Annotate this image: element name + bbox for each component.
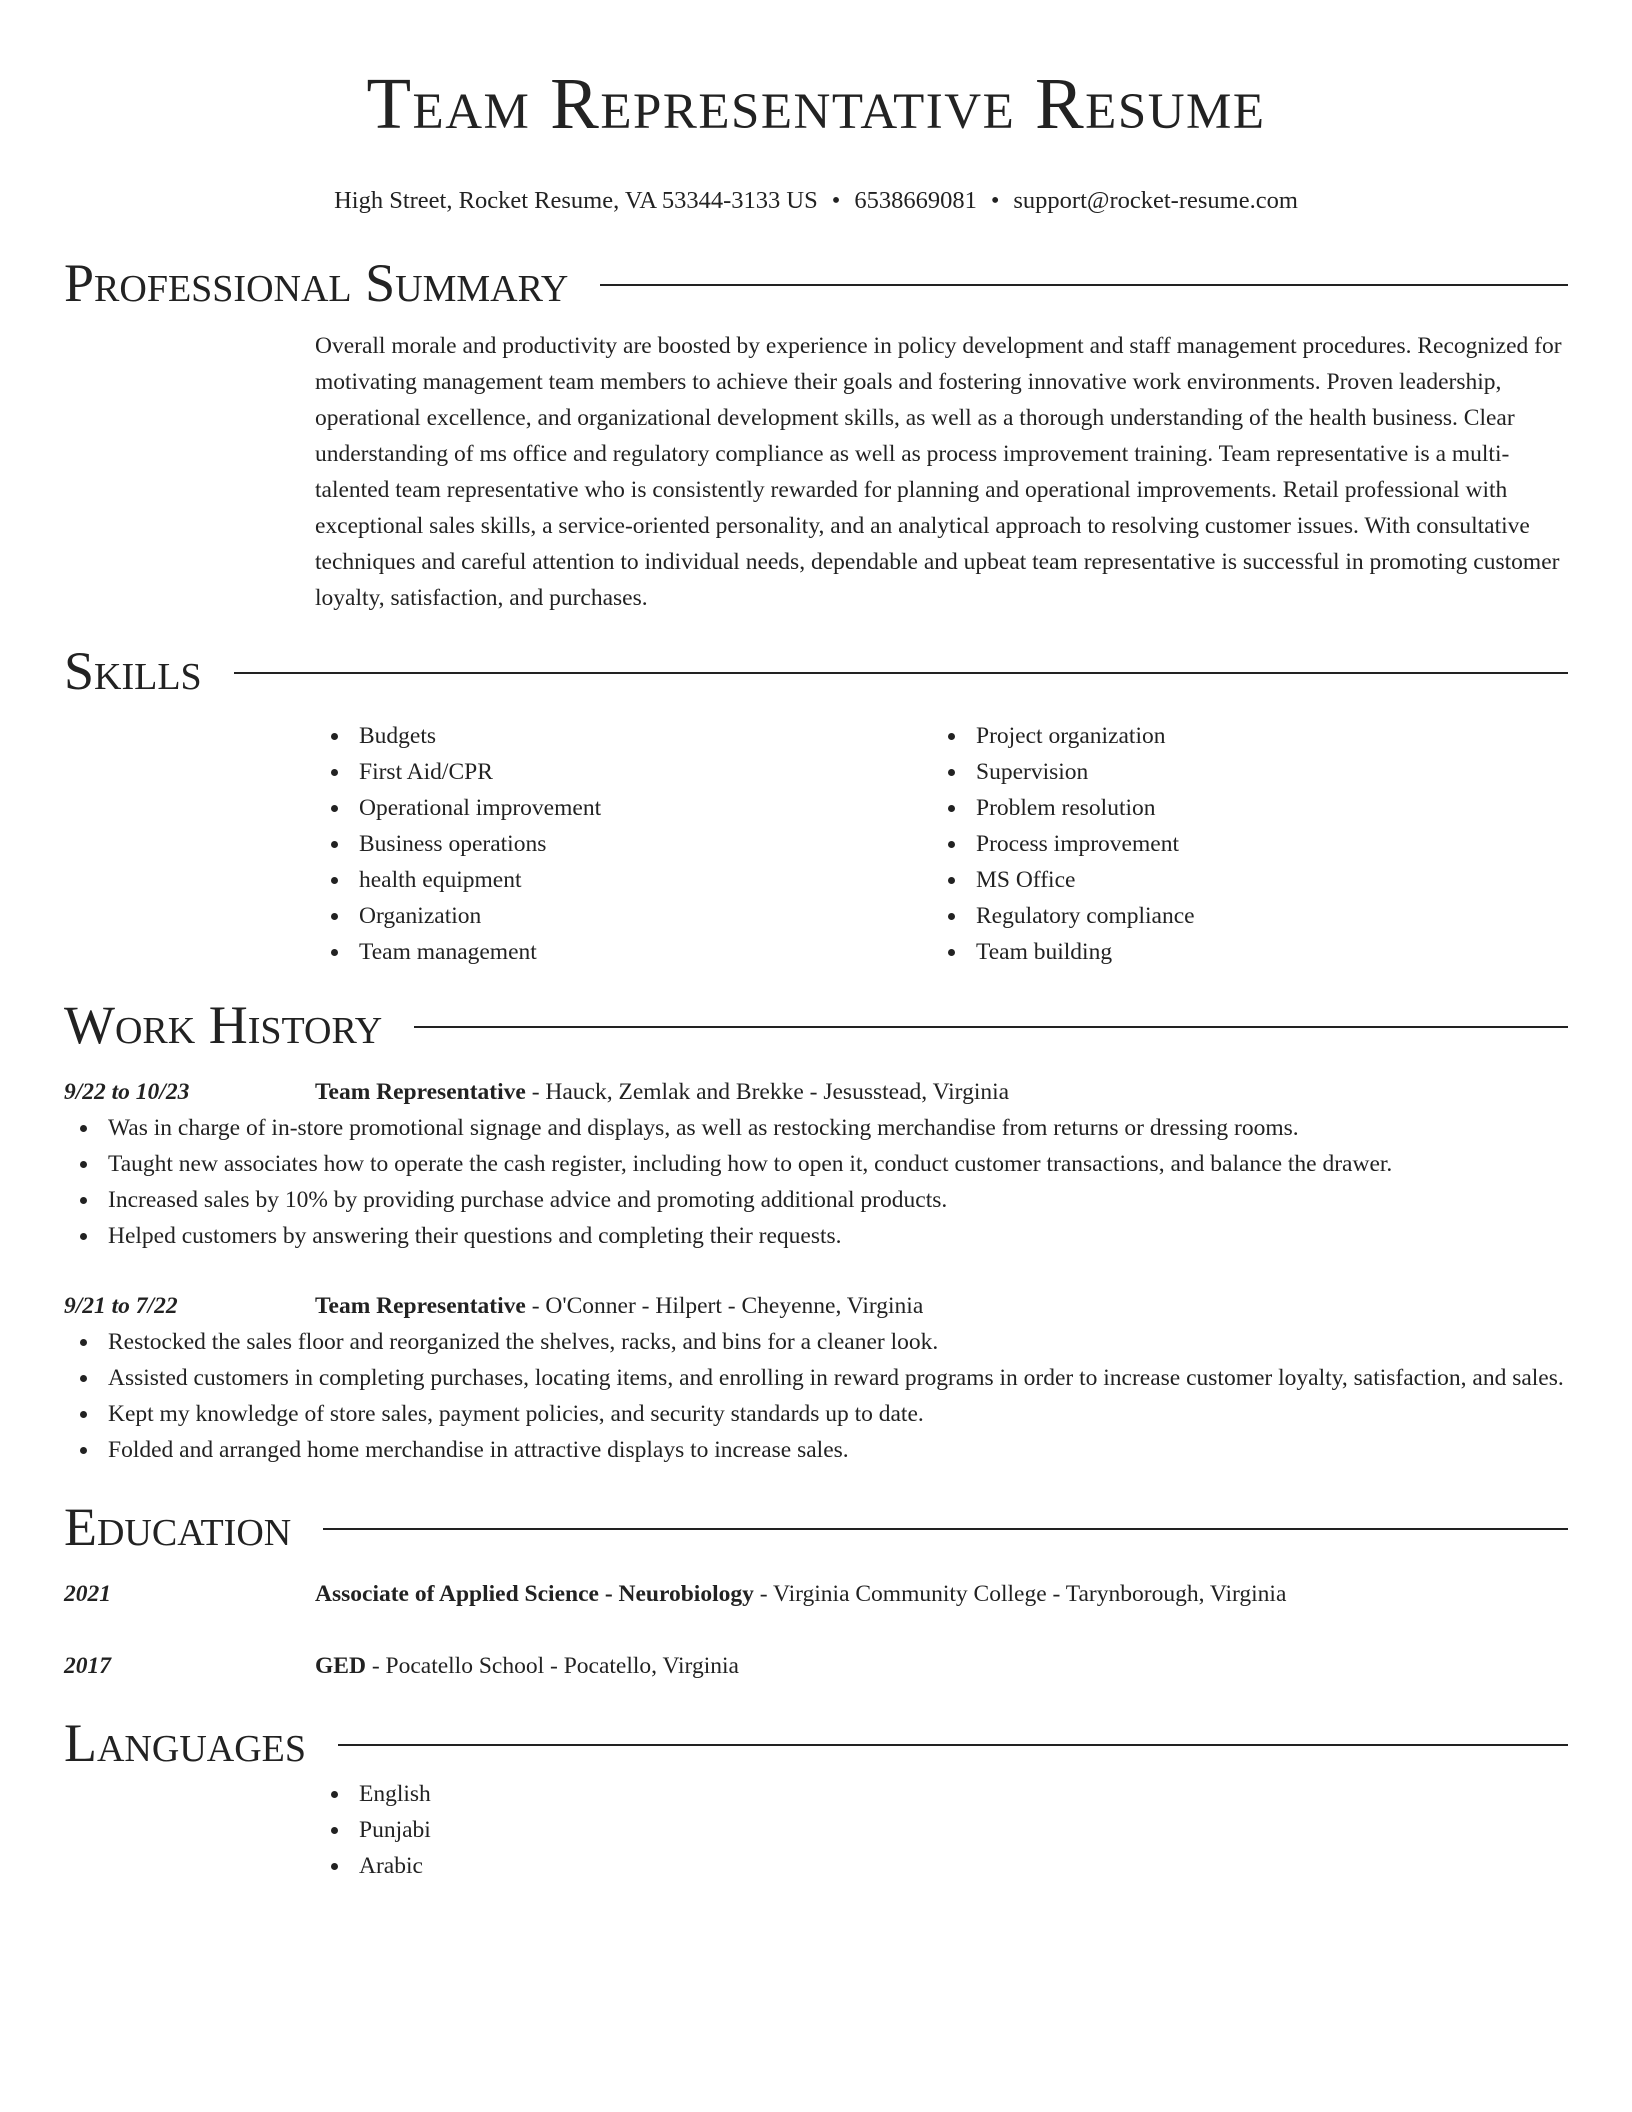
employer-details: - O'Conner - Hilpert - Cheyenne, Virginia: [525, 1293, 924, 1319]
section-divider: [338, 1744, 1568, 1746]
language-item: Arabic: [315, 1848, 1568, 1884]
work-heading: [315, 1288, 1568, 1324]
skill-item: MS Office: [932, 862, 1568, 898]
skill-item: Problem resolution: [932, 790, 1568, 826]
skill-item: Organization: [315, 898, 932, 934]
skill-item: Project organization: [932, 718, 1568, 754]
work-entry: [64, 1074, 1568, 1254]
education-date: 2017: [64, 1653, 111, 1679]
section-divider: [323, 1528, 1568, 1530]
skills-heading: [64, 638, 1568, 704]
contact-address: High Street, Rocket Resume, VA 53344-3133 US: [334, 187, 818, 214]
skills-title: Skills: [64, 641, 202, 701]
skill-item: Business operations: [315, 826, 932, 862]
work-bullet: Assisted customers in completing purchases, locating items, and enrolling in reward programs in order to increase customer loyalty, satisfaction, and sales.: [64, 1360, 1568, 1396]
skill-item: Team building: [932, 934, 1568, 970]
school-details: - Virginia Community College - Tarynborough, Virginia: [753, 1581, 1287, 1607]
degree-name: GED: [315, 1653, 366, 1679]
work-entry: [64, 1288, 1568, 1468]
skills-list-left: [315, 718, 932, 970]
job-title: Team Representative: [315, 1293, 526, 1319]
education-heading: [64, 1494, 1568, 1560]
work-history-section: [64, 992, 1568, 1468]
work-bullet: Helped customers by answering their questions and completing their requests.: [64, 1218, 1568, 1254]
work-date: 9/22 to 10/23: [64, 1079, 190, 1105]
summary-text: Overall morale and productivity are boosted by experience in policy development and staff management procedures. Recognized for motivating management team members to achieve their goals and fostering innovative work environments. Proven leadership, operational excellence, and organizational development skills, as well as a thorough understanding of the health business. Clear understanding of ms office and regulatory compliance as well as process improvement training. Team representative is a multi-talented team representative who is consistently rewarded for planning and operational improvements. Retail professional with exceptional sales skills, a service-oriented personality, and an analytical approach to resolving customer issues. With consultative techniques and careful attention to individual needs, dependable and upbeat team representative is successful in promoting customer loyalty, satisfaction, and purchases.: [315, 333, 1562, 611]
work-bullet: Kept my knowledge of store sales, payment policies, and security standards up to date.: [64, 1396, 1568, 1432]
job-title: Team Representative: [315, 1079, 526, 1105]
skill-item: health equipment: [315, 862, 932, 898]
section-divider: [414, 1026, 1568, 1028]
summary-section: [64, 250, 1568, 616]
work-bullet: Folded and arranged home merchandise in attractive displays to increase sales.: [64, 1432, 1568, 1468]
employer-details: - Hauck, Zemlak and Brekke - Jesusstead, Virginia: [525, 1079, 1010, 1105]
skills-grid: [315, 718, 1568, 970]
skill-item: Regulatory compliance: [932, 898, 1568, 934]
education-section: [64, 1494, 1568, 1684]
skill-item: Team management: [315, 934, 932, 970]
languages-section: [64, 1710, 1568, 1884]
school-details: - Pocatello School - Pocatello, Virginia: [365, 1653, 739, 1679]
education-date: 2021: [64, 1581, 111, 1607]
work-history-title: Work History: [64, 995, 383, 1055]
summary-title: Professional Summary: [64, 253, 569, 313]
summary-heading: [64, 250, 1568, 316]
degree-name: Associate of Applied Science - Neurobiology: [315, 1581, 754, 1607]
language-item: Punjabi: [315, 1812, 1568, 1848]
skill-item: Operational improvement: [315, 790, 932, 826]
language-item: English: [315, 1776, 1568, 1812]
work-bullets: [64, 1324, 1568, 1468]
contact-email: support@rocket-resume.com: [1013, 187, 1298, 214]
contact-line: [64, 184, 1568, 218]
work-date: 9/21 to 7/22: [64, 1293, 178, 1319]
skills-section: [64, 638, 1568, 970]
contact-phone: 6538669081: [854, 187, 977, 214]
contact-separator: •: [990, 187, 1000, 214]
skill-item: Process improvement: [932, 826, 1568, 862]
work-bullet: Restocked the sales floor and reorganized the shelves, racks, and bins for a cleaner look.: [64, 1324, 1568, 1360]
work-bullet: Was in charge of in-store promotional signage and displays, as well as restocking merchandise from returns or dressing rooms.: [64, 1110, 1568, 1146]
work-history-heading: [64, 992, 1568, 1058]
skill-item: First Aid/CPR: [315, 754, 932, 790]
education-entry: [64, 1648, 1568, 1684]
work-bullet: Increased sales by 10% by providing purchase advice and promoting additional products.: [64, 1182, 1568, 1218]
work-bullets: [64, 1110, 1568, 1254]
education-entry: [64, 1576, 1568, 1612]
work-bullet: Taught new associates how to operate the cash register, including how to open it, conduct customer transactions, and balance the drawer.: [64, 1146, 1568, 1182]
resume-title: Team Representative Resume: [366, 63, 1266, 144]
work-heading: [315, 1074, 1568, 1110]
section-divider: [600, 284, 1568, 286]
languages-heading: [64, 1710, 1568, 1776]
skills-list-right: [932, 718, 1568, 970]
education-title: Education: [64, 1497, 292, 1557]
section-divider: [234, 672, 1568, 674]
skill-item: Supervision: [932, 754, 1568, 790]
skill-item: Budgets: [315, 718, 932, 754]
languages-list: [315, 1776, 1568, 1884]
languages-title: Languages: [64, 1713, 306, 1773]
contact-separator: •: [831, 187, 841, 214]
